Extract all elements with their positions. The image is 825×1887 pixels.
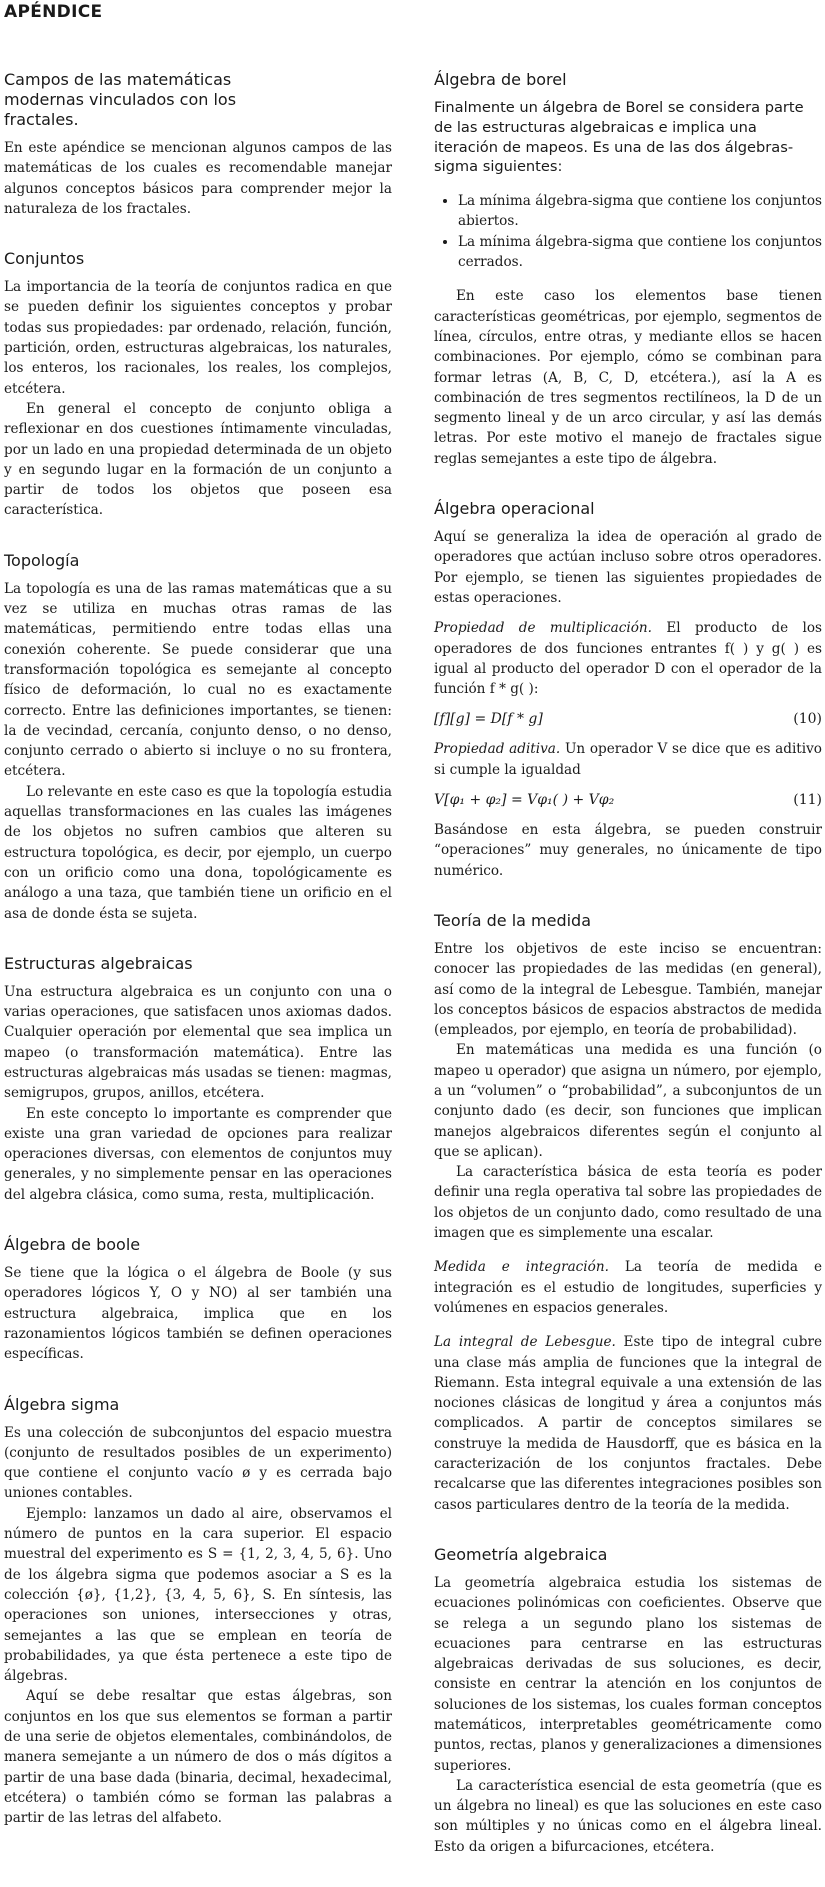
- section-operacional: [434, 499, 822, 881]
- right-column: [434, 70, 822, 1887]
- property-text: Un operador V se dice que es aditivo si cumple la igualdad: [434, 741, 822, 778]
- section-boole: [4, 1235, 392, 1364]
- equation-number: (11): [793, 792, 822, 809]
- section-heading: Geometría algebraica: [434, 1544, 608, 1564]
- paragraph: Basándose en esta álgebra, se pueden construir “operaciones” muy generales, no únicamente de tipo numérico.: [434, 822, 822, 879]
- paragraph: En este concepto lo importante es comprender que existe una gran variedad de opciones para realizar operaciones diversas, con elementos de conjuntos muy generales, y no simplemente pensar en las operaciones del algebra clásica, como suma, resta, multiplicación.: [4, 1105, 392, 1203]
- paragraph: Es una colección de subconjuntos del espacio muestra (conjunto de resultados posibles de un experimento) que contiene el conjunto vacío ø y es cerrada bajo uniones contables.: [4, 1424, 392, 1502]
- section-borel: [434, 70, 822, 469]
- property-label: Propiedad aditiva.: [434, 741, 561, 758]
- paragraph: En general el concepto de conjunto obliga a reflexionar en dos cuestiones íntimamente vinculadas, por un lado en una propiedad determinada de un objeto y en segundo lugar en la formación de un conjunto a partir de todos los objetos que poseen esa característica.: [4, 400, 392, 519]
- property-label: Propiedad de multiplicación.: [434, 620, 652, 637]
- paragraph: Aquí se generaliza la idea de operación al grado de operadores que actúan incluso sobre otros operadores. Por ejemplo, se tienen las siguientes propiedades de estas operaciones.: [434, 529, 822, 606]
- equation-number: (10): [793, 711, 822, 728]
- paragraph: [434, 1257, 822, 1318]
- term-label: La integral de Lebesgue.: [434, 1334, 616, 1351]
- list-item: • La mínima álgebra-sigma que contiene los conjuntos abiertos.: [458, 191, 822, 232]
- section-topologia: [4, 551, 392, 924]
- term-text: La teoría de medida e integración es el estudio de longitudes, superficies y volúmenes en espacios generales.: [434, 1259, 822, 1316]
- paragraph: Ejemplo: lanzamos un dado al aire, observamos el número de puntos en la cara superior. El espacio muestral del experimento es S = {1, 2, 3, 4, 5, 6}. Uno de los álgebra sigma que podemos asociar a S es la colección {ø}, {1,2}, {3, 4, 5, 6}, S. En síntesis, las operaciones son uniones, intersecciones y otras, semejantes a las que se emplean en teoría de probabilidades, ya que ésta pertenece a este tipo de álgebras.: [4, 1505, 392, 1685]
- property-text: El producto de los operadores de dos funciones entrantes f( ) y g( ) es igual al producto del operador D con el operador de la función f * g( ):: [434, 620, 822, 698]
- section-heading: Álgebra sigma: [4, 1394, 120, 1414]
- paragraph: En matemáticas una medida es una función (o mapeo u operador) que asigna un número, por ejemplo, a un “volumen” o “probabilidad”, a subconjuntos de un conjunto dado (es decir, son funciones que implican manejos algebraicos diferentes según el conjunto al que se aplican).: [434, 1042, 822, 1160]
- page-title: APÉNDICE: [4, 2, 103, 22]
- section-heading: Álgebra de boole: [4, 1235, 141, 1255]
- paragraph: Se tiene que la lógica o el álgebra de Boole (y sus operadores lógicos Y, O y NO) al ser también una estructura algebraica, implica que en los razonamientos lógicos también se definen operaciones específicas.: [4, 1265, 392, 1363]
- section-medida: [434, 911, 822, 1515]
- section-estructuras: [4, 954, 392, 1205]
- paragraph: En este caso los elementos base tienen características geométricas, por ejemplo, segmentos de línea, círculos, entre otras, y mediante ellos se hacen combinaciones. Por ejemplo, cómo se combinan para formar letras (A, B, C, D, etcétera.), así la A es combinación de tres segmentos rectilíneos, la D de un segmento lineal y de un arco circular, y así las demás letras. Por este motivo el manejo de fractales sigue reglas semejantes a este tipo de álgebra.: [434, 288, 822, 467]
- paragraph: La geometría algebraica estudia los sistemas de ecuaciones polinómicas con coeficientes. Observe que se relega a un segundo plano los sistemas de ecuaciones para centrarse en las estructuras algebraicas derivadas de sus soluciones, es decir, consiste en centrar la atención en los conjuntos de soluciones de los sistemas, los cuales forman conceptos matemáticos, interpretables geométricamente como puntos, rectas, planos y generalizaciones a dimensiones superiores.: [434, 1574, 822, 1774]
- section-heading: Conjuntos: [4, 249, 85, 269]
- section-intro: [4, 70, 392, 219]
- section-conjuntos: [4, 249, 392, 521]
- left-column: [4, 70, 392, 1858]
- paragraph: La importancia de la teoría de conjuntos radica en que se pueden definir los siguientes conceptos y probar todas sus propiedades: par ordenado, relación, función, partición, orden, estructuras algebraicas, los naturales, los enteros, los racionales, los reales, los complejos, etcétera.: [4, 279, 392, 397]
- term-label: Medida e integración.: [434, 1259, 609, 1276]
- section-heading: Álgebra de borel: [434, 70, 567, 89]
- paragraph: [434, 618, 822, 699]
- section-heading: Topología: [4, 550, 80, 570]
- paragraph: La característica básica de esta teoría es poder definir una regla operativa tal sobre las propiedades de los objetos de un conjunto dado, como resultado de una imagen que es simplemente una escalar.: [434, 1164, 822, 1242]
- paragraph: Aquí se debe resaltar que estas álgebras, son conjuntos en los que sus elementos se forman a partir de una serie de objetos elementales, combinándolos, de manera semejante a un número de dos o más dígitos a partir de una base dada (binaria, decimal, hexadecimal, etcétera) o también cómo se forman las palabras a partir de las letras del alfabeto.: [4, 1688, 392, 1827]
- paragraph: Una estructura algebraica es un conjunto con una o varias operaciones, que satisfacen unos axiomas dados. Cualquier operación por elemental que sea implica un mapeo (o transformación matemática). Entre las estructuras algebraicas más usadas se tienen: magmas, semigrupos, grupos, anillos, etcétera.: [4, 983, 392, 1102]
- paragraph: Entre los objetivos de este inciso se encuentran: conocer las propiedades de las medidas (en general), así como de la integral de Lebesgue. También, manejar los conceptos básicos de espacios abstractos de medida (empleados, por ejemplo, en teoría de probabilidad).: [434, 940, 822, 1039]
- equation-10: [434, 709, 822, 729]
- equation-body: [f][g] = D[f * g]: [434, 711, 543, 728]
- list-item: • La mínima álgebra-sigma que contiene los conjuntos cerrados.: [458, 232, 822, 273]
- paragraph: La topología es una de las ramas matemáticas que a su vez se utiliza en muchas otras ramas de las matemáticas, permitiendo entre todas ellas una conexión coherente. Se puede considerar que una transformación topológica es semejante al concepto físico de deformación, lo cual no es exactamente correcto. Entre las definiciones importantes, se tienen: la de vecindad, cercanía, conjunto denso, o no denso, conjunto cerrado o abierto si incluye o no su frontera, etcétera.: [4, 580, 392, 780]
- lead-paragraph: Finalmente un álgebra de Borel se considera parte de las estructuras algebraicas e implica una iteración de mapeos. Es una de las dos álgebras-sigma siguientes:: [434, 99, 804, 176]
- equation-11: [434, 790, 822, 810]
- section-heading: Teoría de la medida: [434, 910, 592, 930]
- equation-body: V[φ₁ + φ₂] = Vφ₁( ) + Vφ₂: [434, 792, 615, 809]
- section-sigma: [4, 1395, 392, 1829]
- section-geometria: [434, 1545, 822, 1857]
- paragraph: La característica esencial de esta geometría (que es un álgebra no lineal) es que las soluciones en este caso son múltiples y no únicas como en el álgebra lineal. Esto da origen a bifurcaciones, etcétera.: [434, 1777, 822, 1855]
- section-heading: Estructuras algebraicas: [4, 953, 193, 973]
- term-text: Este tipo de integral cubre una clase más amplia de funciones que la integral de Riemann. Esta integral equivale a una extensión de las nociones clásicas de longitud y área a conjuntos más complicados. A partir de conceptos similares se construye la medida de Hausdorff, que es básica en la caracterización de los conjuntos fractales. Debe recalcarse que las diferentes integraciones posibles son casos particulares dentro de la teoría de la medida.: [434, 1334, 822, 1513]
- paragraph: Lo relevante en este caso es que la topología estudia aquellas transformaciones en las cuales las imágenes de los objetos no sufren cambios que alteren su estructura topológica, es decir, por ejemplo, un cuerpo con un orificio como una dona, topológicamente es análogo a una taza, que también tiene un orificio en el asa de donde ésta se sujeta.: [4, 783, 392, 922]
- paragraph: En este apéndice se mencionan algunos campos de las matemáticas de los cuales es recomendable manejar algunos conceptos básicos para comprender mejor la naturaleza de los fractales.: [4, 140, 392, 217]
- paragraph: [434, 739, 822, 780]
- section-heading: Álgebra operacional: [434, 499, 595, 519]
- bullet-list: [434, 191, 822, 272]
- section-heading: Campos de las matemáticas modernas vinculados con los fractales.: [4, 70, 237, 129]
- paragraph: [434, 1332, 822, 1515]
